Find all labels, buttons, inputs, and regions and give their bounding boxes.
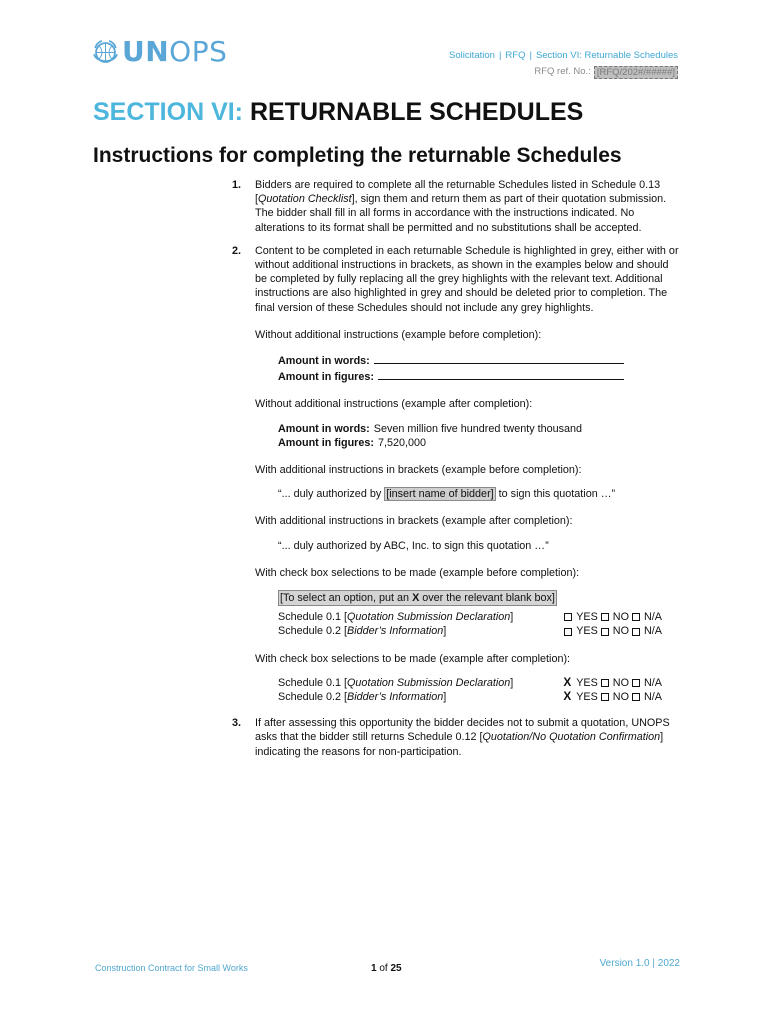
no-label: NO: [612, 691, 629, 704]
no-checkbox[interactable]: [601, 679, 609, 687]
amount-in-figures-label: Amount in figures:: [278, 371, 374, 384]
item-1-part-2: ], sign them and return them as part of their quotation submission. The bidder shall fill in all forms in accordance with the instructions indicated. No alterations to its format shall be permitted and no substitutions shall be accepted.: [255, 193, 667, 234]
breadcrumb-separator: |: [529, 50, 532, 61]
footer-document-title: Construction Contract for Small Works: [95, 963, 248, 973]
na-checkbox[interactable]: [632, 679, 640, 687]
yes-no-na-options: [564, 610, 662, 624]
logo-text-light: OPS: [169, 35, 228, 68]
select-instruction-part-2: over the relevant blank box]: [419, 592, 555, 605]
select-instruction-part-1: [To select an option, put an: [280, 592, 413, 605]
unops-logo: [92, 35, 228, 68]
schedule-suffix: ]: [510, 676, 514, 689]
instruction-item-2: [232, 244, 682, 704]
amount-in-words-value: Seven million five hundred twenty thousand: [373, 422, 583, 435]
item-2-text: Content to be completed in each returnable Schedule is highlighted in grey, either with or without additional instructions in brackets, as shown in the examples below and should be completed by fully replacing all the grey highlights with the relevant text. Additional instructions are also highlighted in grey and should be deleted prior to completion. The final version of these Schedules should not include any grey highlights.: [255, 244, 679, 314]
quote-before-example: [278, 487, 682, 501]
yes-label: YES: [576, 691, 598, 704]
item-3-part-1: If after assessing this opportunity the bidder decides not to submit a quotation, UNOPS asks that the bidder still returns Schedule 0.12 [: [255, 717, 670, 744]
yes-checkbox[interactable]: [564, 628, 572, 636]
un-emblem-icon: [92, 39, 119, 66]
brackets-before-label: With additional instructions in brackets (example before completion):: [255, 464, 582, 477]
amount-in-figures-label: Amount in figures:: [278, 436, 374, 449]
yes-label: YES: [576, 676, 598, 689]
schedule-title: Quotation Submission Declaration: [347, 611, 511, 624]
instructions-heading: Instructions for completing the returnable Schedules: [93, 144, 622, 167]
schedule-prefix: Schedule 0.2 [: [278, 625, 348, 638]
item-1-text: [255, 178, 682, 235]
breadcrumb: [449, 48, 678, 64]
instruction-item-3: [232, 716, 682, 759]
yes-label: YES: [576, 611, 598, 624]
yes-no-na-options: [564, 624, 662, 638]
schedule-0-2-after-row: [278, 690, 662, 704]
no-checkbox[interactable]: [601, 693, 609, 701]
item-number: 2.: [232, 244, 242, 257]
na-label: N/A: [644, 676, 662, 689]
schedule-title: Bidder’s Information: [347, 691, 444, 704]
instructions-content: [232, 178, 682, 768]
schedule-name: [278, 610, 553, 624]
breadcrumb-rfq: RFQ: [505, 50, 526, 61]
footer-version: Version 1.0 | 2022: [599, 958, 680, 969]
amount-words-after-line: [278, 422, 682, 436]
na-label: N/A: [644, 691, 662, 704]
item-3-text: [255, 716, 682, 759]
no-checkbox[interactable]: [601, 628, 609, 636]
page-number: [371, 963, 402, 975]
rfq-reference-label: RFQ ref. No.:: [534, 66, 591, 77]
x-mark-icon: X: [563, 675, 572, 690]
na-checkbox[interactable]: [632, 693, 640, 701]
amount-words-before-line: [278, 352, 682, 368]
schedule-title: Quotation Submission Declaration: [347, 676, 511, 689]
amount-example-after: [278, 422, 682, 450]
without-instructions-before-label: Without additional instructions (example before completion):: [255, 328, 542, 341]
amount-in-figures-value: 7,520,000: [377, 436, 427, 449]
insert-bidder-name-placeholder: [insert name of bidder]: [386, 488, 494, 501]
schedule-name: [278, 690, 553, 704]
schedule-0-1-before-row: [278, 610, 662, 624]
checkbox-after-example: [278, 676, 682, 704]
quote-before-prefix: “... duly authorized by: [278, 488, 385, 501]
amount-figures-before-line: [278, 368, 682, 384]
rfq-reference-value: [RFQ/202#/#####]: [594, 66, 678, 79]
rfq-reference: [449, 64, 678, 80]
instruction-item-1: [232, 178, 682, 235]
item-3-part-2: ] indicating the reasons for non-participation.: [255, 731, 664, 758]
page-number-separator: of: [376, 963, 391, 974]
schedule-suffix: ]: [443, 691, 447, 704]
schedule-title: Bidder’s Information: [347, 625, 444, 638]
na-label: N/A: [644, 625, 662, 638]
amount-in-words-blank-field: [374, 352, 624, 364]
section-title-suffix: RETURNABLE SCHEDULES: [249, 98, 584, 126]
quotation-no-quotation-confirmation-reference: Quotation/No Quotation Confirmation: [482, 731, 661, 744]
brackets-after-label: With additional instructions in brackets (example after completion):: [255, 515, 573, 528]
no-label: NO: [612, 611, 629, 624]
na-label: N/A: [644, 611, 662, 624]
schedule-name: [278, 624, 553, 638]
schedule-0-2-before-row: [278, 624, 662, 638]
checkbox-before-example: [278, 590, 682, 639]
yes-label: YES: [576, 625, 598, 638]
schedule-0-1-after-row: [278, 676, 662, 690]
yes-no-na-options: [563, 676, 662, 690]
na-checkbox[interactable]: [632, 613, 640, 621]
quotation-checklist-reference: Quotation Checklist: [258, 193, 352, 206]
section-title-prefix: SECTION VI:: [93, 98, 244, 126]
item-1-part-1: Bidders are required to complete all the returnable Schedules listed in Schedule 0.13 [: [255, 179, 661, 206]
section-title: [93, 96, 583, 128]
checkbox-after-label: With check box selections to be made (example after completion):: [255, 652, 571, 665]
item-number: 3.: [232, 717, 242, 730]
na-checkbox[interactable]: [632, 628, 640, 636]
item-number: 1.: [232, 179, 242, 191]
amount-in-figures-blank-field: [378, 368, 624, 380]
x-mark-icon: X: [563, 689, 572, 704]
breadcrumb-separator: |: [498, 50, 502, 61]
schedule-suffix: ]: [443, 625, 447, 638]
page-header: [0, 30, 768, 100]
total-page-number: 25: [390, 963, 402, 974]
breadcrumb-solicitation: Solicitation: [448, 50, 495, 61]
breadcrumb-section: Section VI: Returnable Schedules: [535, 50, 678, 61]
no-label: NO: [612, 625, 629, 638]
amount-in-words-label: Amount in words:: [278, 422, 370, 435]
logo-wordmark: [122, 35, 228, 68]
logo-text-bold: UN: [122, 35, 170, 68]
schedule-prefix: Schedule 0.2 [: [278, 691, 348, 704]
quote-before-suffix: to sign this quotation …”: [495, 488, 616, 501]
no-label: NO: [612, 676, 629, 689]
amount-figures-after-line: [278, 436, 682, 450]
schedule-suffix: ]: [510, 611, 514, 624]
amount-in-words-label: Amount in words:: [278, 355, 370, 368]
schedule-name: [278, 676, 553, 690]
checkbox-before-label: With check box selections to be made (example before completion):: [255, 566, 580, 579]
select-instruction-x: X: [412, 592, 420, 605]
schedule-prefix: Schedule 0.1 [: [278, 676, 348, 689]
current-page-number: 1: [371, 963, 377, 974]
select-option-instruction: [278, 590, 557, 606]
amount-example-before: [278, 352, 682, 384]
quote-after-example: “... duly authorized by ABC, Inc. to sign this quotation …”: [278, 539, 549, 552]
no-checkbox[interactable]: [601, 613, 609, 621]
yes-checkbox[interactable]: [564, 613, 572, 621]
header-meta: [449, 48, 678, 80]
yes-no-na-options: [563, 690, 662, 704]
schedule-prefix: Schedule 0.1 [: [278, 611, 348, 624]
without-instructions-after-label: Without additional instructions (example after completion):: [255, 398, 533, 411]
